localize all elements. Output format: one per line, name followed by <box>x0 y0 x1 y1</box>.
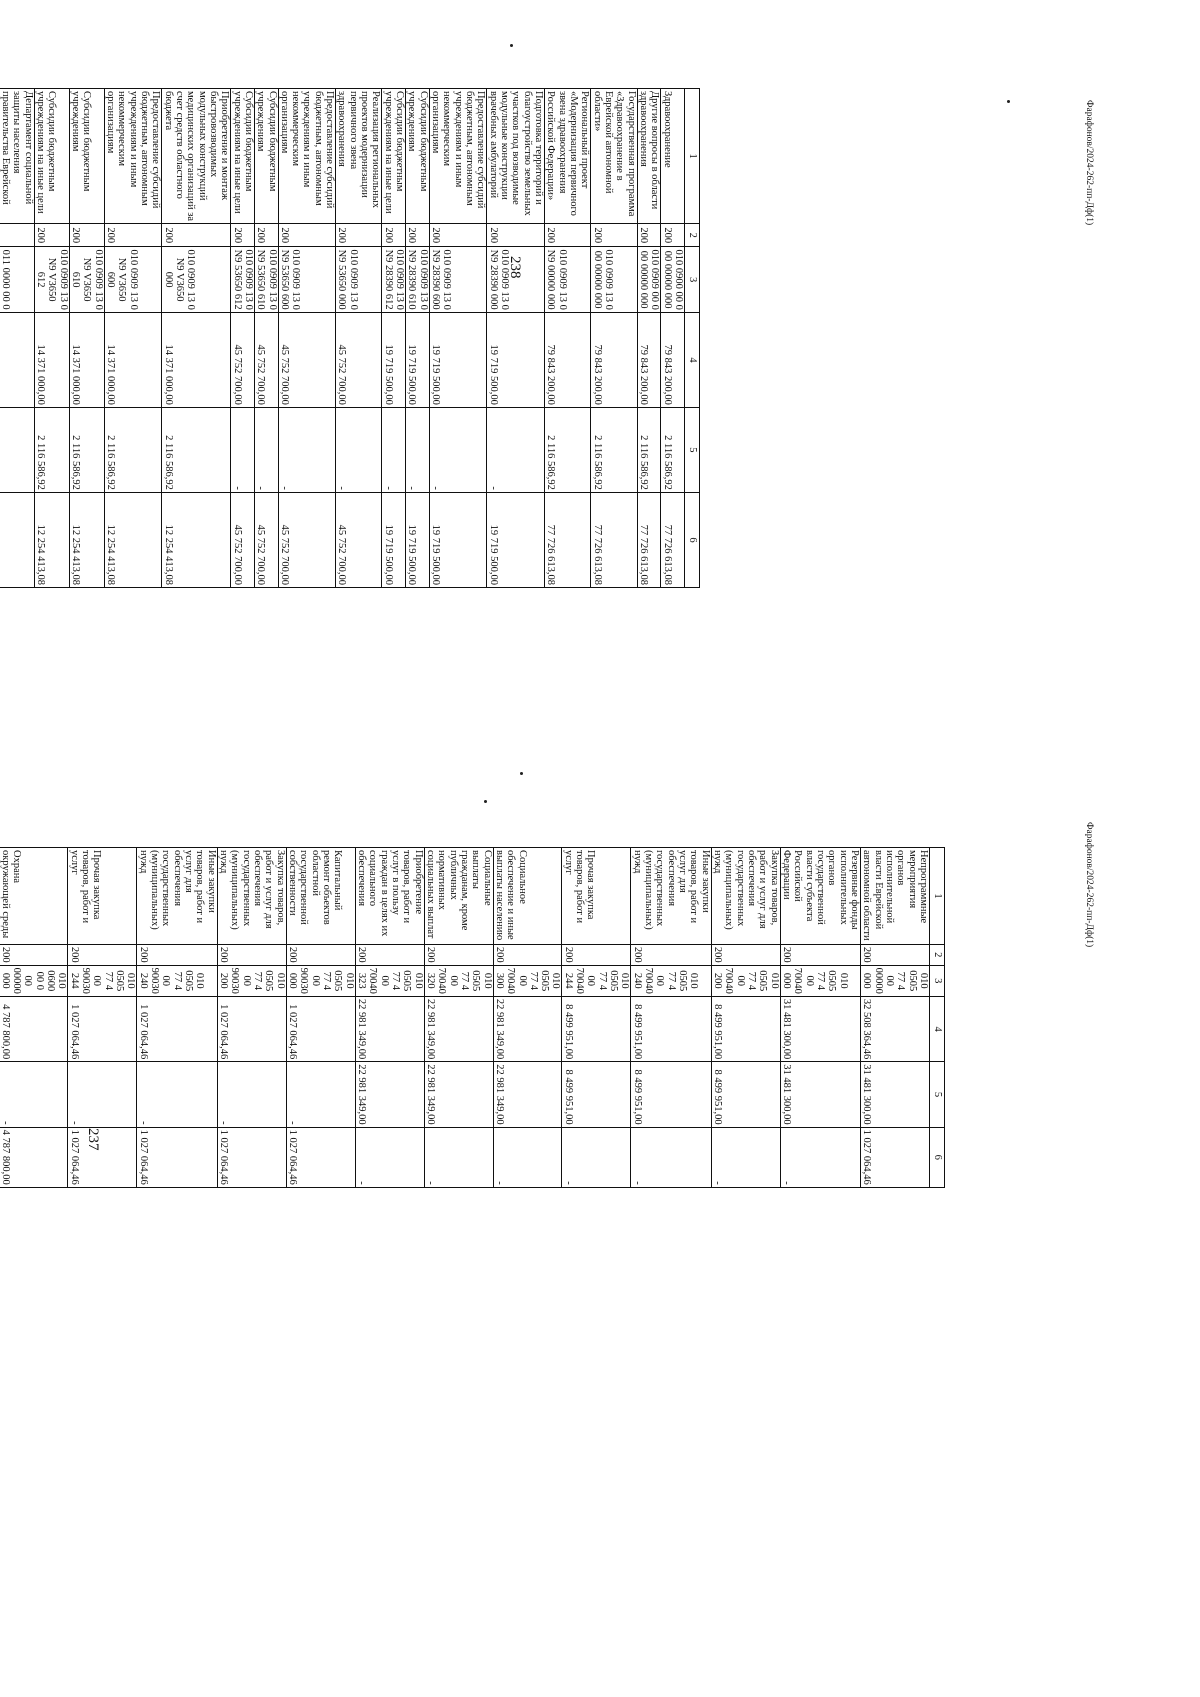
row-amount-col6: 12 254 413,08 <box>34 492 69 587</box>
row-classification-code: 010 0505 77 4 00 90030 244 <box>68 965 137 996</box>
row-amount-col4: 14 371 000,00 <box>69 313 104 408</box>
page-number-left: 237 <box>85 1128 101 1151</box>
row-amount-col6: 77 726 613,08 <box>545 492 591 587</box>
row-code: 200 <box>382 224 406 247</box>
row-name: Иные закупки товаров, работ и услуг для обеспечения государственных (муниципальных) нужд <box>631 848 711 945</box>
table-row <box>711 848 780 1188</box>
table-row <box>637 89 661 588</box>
table-row <box>591 89 637 588</box>
row-amount-col6: 4 787 800,00 <box>0 1127 68 1187</box>
table-row <box>0 848 68 1188</box>
row-code: 200 <box>217 944 286 965</box>
column-header-3: 3 <box>930 965 945 996</box>
row-amount-col4: 22 981 349,00 <box>424 996 493 1061</box>
row-amount-col4: 79 843 200,00 <box>591 313 637 408</box>
row-classification-code: 010 0909 13 0 N9 53650 612 <box>231 247 255 313</box>
row-amount-col6: 1 027 064,46 <box>217 1127 286 1187</box>
row-amount-col6: 1 027 064,46 <box>68 1127 137 1187</box>
row-amount-col5: 2 116 586,92 <box>637 407 661 492</box>
row-code: 200 <box>355 944 424 965</box>
footer-right: Фарафонов/2024-262-пп-Дф(1) <box>1084 100 1094 226</box>
row-amount-col5: 31 481 300,00 <box>780 1062 860 1127</box>
row-amount-col5: - <box>336 407 382 492</box>
row-classification-code: 010 0505 77 4 00 70040 244 <box>562 965 631 996</box>
row-classification-code: 010 0505 77 4 00 70040 320 <box>424 965 493 996</box>
row-amount-col4: 1 027 064,46 <box>137 996 217 1061</box>
row-classification-code: 010 0505 77 4 00 70040 323 <box>355 965 424 996</box>
row-amount-col4: 14 371 000,00 <box>104 313 162 408</box>
row-code: 200 <box>231 224 255 247</box>
row-amount-col6: 12 254 413,08 <box>104 492 162 587</box>
column-header-1: 1 <box>685 89 700 224</box>
row-name: Субсидии бюджетным учреждениям на иные цели <box>382 89 406 224</box>
row-amount-col4: 4 787 800,00 <box>0 996 68 1061</box>
row-amount-col6: 19 719 500,00 <box>406 492 430 587</box>
table-body-left <box>0 848 945 1188</box>
row-classification-code: 010 0909 00 0 00 00000 000 <box>637 247 661 313</box>
table-row <box>0 89 34 588</box>
row-name: Социальное обеспечение и иные выплаты населению <box>493 848 562 945</box>
table-row <box>493 848 562 1188</box>
row-amount-col4: 45 752 700,00 <box>254 313 278 408</box>
row-amount-col4 <box>0 313 34 408</box>
row-classification-code: 010 0909 13 0 N9 00000 000 <box>545 247 591 313</box>
row-amount-col4: 79 843 200,00 <box>545 313 591 408</box>
row-amount-col4: 8 499 951,00 <box>631 996 711 1061</box>
row-classification-code: 010 0909 13 0 N9 28390 600 <box>429 247 487 313</box>
row-amount-col4: 19 719 500,00 <box>429 313 487 408</box>
row-name: Предоставление субсидий бюджетным, автономным учреждениям и иным некоммерческим организациям <box>104 89 162 224</box>
row-code: 200 <box>562 944 631 965</box>
row-classification-code: 010 0909 13 0 N9 28390 610 <box>406 247 430 313</box>
row-amount-col6: 19 719 500,00 <box>429 492 487 587</box>
row-code: 200 <box>424 944 493 965</box>
row-amount-col4: 79 843 200,00 <box>637 313 661 408</box>
row-amount-col6: 45 752 700,00 <box>278 492 336 587</box>
row-name: Приобретение товаров, работ и услуг в пользу граждан в целях их социального обеспечения <box>355 848 424 945</box>
table-row <box>162 89 231 588</box>
table-row <box>254 89 278 588</box>
row-code: 200 <box>406 224 430 247</box>
row-amount-col4: 8 499 951,00 <box>562 996 631 1061</box>
row-name: Закупка товаров, работ и услуг для обеспечения государственных (муниципальных) нужд <box>711 848 780 945</box>
scan-speck <box>520 772 523 775</box>
table-row <box>137 848 217 1188</box>
column-header-5: 5 <box>930 1062 945 1127</box>
table-row <box>68 848 137 1188</box>
row-classification-code: 010 0909 13 0 N9 53650 600 <box>278 247 336 313</box>
row-name: Департамент социальной защиты населения правительства Еврейской <box>0 89 34 224</box>
row-code <box>0 224 34 247</box>
page-number-right: 238 <box>507 256 523 279</box>
row-code: 200 <box>0 944 68 965</box>
row-classification-code: 010 0505 77 4 00 00000 000 <box>861 965 930 996</box>
row-classification-code: 010 0909 13 0 N9 28390 612 <box>382 247 406 313</box>
column-header-4: 4 <box>685 313 700 408</box>
row-amount-col4: 14 371 000,00 <box>162 313 231 408</box>
row-code: 200 <box>429 224 487 247</box>
row-amount-col6: 77 726 613,08 <box>661 492 685 587</box>
row-name: Субсидии бюджетным учреждениям <box>254 89 278 224</box>
row-classification-code: 010 0600 00 0 00 00000 000 <box>0 965 68 996</box>
row-amount-col4: 14 371 000,00 <box>34 313 69 408</box>
row-code: 200 <box>34 224 69 247</box>
row-amount-col5: 31 481 300,00 <box>861 1062 930 1127</box>
table-row <box>780 848 860 1188</box>
row-name: Субсидии бюджетным учреждениям на иные цели <box>34 89 69 224</box>
row-code: 200 <box>69 224 104 247</box>
row-name: Приобретение и монтаж быстровозводимых модульных конструкций медицинских организаций за счет средств областного бюджета <box>162 89 231 224</box>
row-code: 200 <box>286 944 355 965</box>
row-amount-col6: - <box>493 1127 562 1187</box>
row-code: 200 <box>336 224 382 247</box>
row-amount-col4: 19 719 500,00 <box>382 313 406 408</box>
column-header-5: 5 <box>685 407 700 492</box>
table-row <box>861 848 930 1188</box>
column-header-6: 6 <box>685 492 700 587</box>
row-name: Предоставление субсидий бюджетным, автономным учреждениям и иным некоммерческим организациям <box>429 89 487 224</box>
row-code: 200 <box>162 224 231 247</box>
row-amount-col4: 1 027 064,46 <box>217 996 286 1061</box>
row-name: Здравоохранение <box>661 89 685 224</box>
row-amount-col5: - <box>217 1062 286 1127</box>
row-classification-code: 010 0909 13 0 N9 V3650 610 <box>69 247 104 313</box>
table-row <box>406 89 430 588</box>
table-header-row <box>930 848 945 1188</box>
row-classification-code: 010 0909 13 0 N9 V3650 600 <box>104 247 162 313</box>
row-amount-col5: 2 116 586,92 <box>591 407 637 492</box>
table-row <box>487 89 545 588</box>
table-header-row <box>685 89 700 588</box>
row-name: Прочая закупка товаров, работ и услуг <box>68 848 137 945</box>
table-row <box>661 89 685 588</box>
table-body-right <box>0 89 700 588</box>
row-amount-col6: 12 254 413,08 <box>69 492 104 587</box>
row-amount-col5: 2 116 586,92 <box>162 407 231 492</box>
row-amount-col4: 32 508 364,46 <box>861 996 930 1061</box>
row-amount-col4: 8 499 951,00 <box>711 996 780 1061</box>
row-classification-code: 011 0000 00 0 <box>0 247 34 313</box>
row-amount-col5: 2 116 586,92 <box>545 407 591 492</box>
row-amount-col6 <box>0 492 34 587</box>
row-classification-code: 010 0505 77 4 00 70040 300 <box>493 965 562 996</box>
row-classification-code: 010 0909 13 0 N9 V3650 612 <box>34 247 69 313</box>
table-row <box>336 89 382 588</box>
row-code: 200 <box>68 944 137 965</box>
row-amount-col6: 1 027 064,46 <box>286 1127 355 1187</box>
row-amount-col4: 45 752 700,00 <box>278 313 336 408</box>
row-amount-col6: 45 752 700,00 <box>254 492 278 587</box>
row-name: Предоставление субсидий бюджетным, автономным учреждениям и иным некоммерческим организациям <box>278 89 336 224</box>
row-name: Государственная программа «Здравоохранение в Еврейской автономной области» <box>591 89 637 224</box>
row-amount-col5: - <box>231 407 255 492</box>
row-amount-col5: - <box>254 407 278 492</box>
row-code: 200 <box>278 224 336 247</box>
row-amount-col6: - <box>424 1127 493 1187</box>
row-name: Подготовка территорий и благоустройство земельных участков под возводимые модульные конструкции врачебных амбулаторий <box>487 89 545 224</box>
row-name: Иные закупки товаров, работ и услуг для обеспечения государственных (муниципальных) нужд <box>137 848 217 945</box>
row-code: 200 <box>254 224 278 247</box>
row-amount-col4: 1 027 064,46 <box>68 996 137 1061</box>
row-name: Субсидии бюджетным учреждениям <box>69 89 104 224</box>
row-amount-col4: 1 027 064,46 <box>286 996 355 1061</box>
row-amount-col5: - <box>0 1062 68 1127</box>
row-amount-col6: 1 027 064,46 <box>861 1127 930 1187</box>
row-classification-code: 010 0909 13 0 N9 V3650 000 <box>162 247 231 313</box>
row-code: 200 <box>780 944 860 965</box>
row-amount-col6: - <box>780 1127 860 1187</box>
row-amount-col6: - <box>711 1127 780 1187</box>
scan-speck <box>1007 100 1010 103</box>
row-code: 200 <box>637 224 661 247</box>
row-code: 200 <box>591 224 637 247</box>
row-amount-col4: 79 843 200,00 <box>661 313 685 408</box>
row-classification-code: 010 0909 13 0 N9 28390 000 <box>487 247 545 313</box>
table-row <box>631 848 711 1188</box>
row-code: 200 <box>711 944 780 965</box>
table-row <box>424 848 493 1188</box>
scan-speck <box>510 44 513 47</box>
row-name: Субсидии бюджетным учреждениям <box>406 89 430 224</box>
row-classification-code: 010 0505 77 4 00 90030 200 <box>217 965 286 996</box>
row-name: Другие вопросы в области здравоохранения <box>637 89 661 224</box>
row-amount-col4: 19 719 500,00 <box>406 313 430 408</box>
row-amount-col5: 22 981 349,00 <box>424 1062 493 1127</box>
row-amount-col5: 2 116 586,92 <box>69 407 104 492</box>
row-amount-col5: 22 981 349,00 <box>355 1062 424 1127</box>
row-amount-col4: 19 719 500,00 <box>487 313 545 408</box>
row-classification-code: 010 0909 13 0 N9 53650 610 <box>254 247 278 313</box>
row-name: Непрограммные мероприятия органов исполнительной власти Еврейской автономной области <box>861 848 930 945</box>
table-row <box>34 89 69 588</box>
row-name: Реализация региональных проектов модернизации первичного звена здравоохранения <box>336 89 382 224</box>
row-classification-code: 010 0909 13 0 00 00000 000 <box>591 247 637 313</box>
row-amount-col4: 31 481 300,00 <box>780 996 860 1061</box>
row-amount-col5: - <box>286 1062 355 1127</box>
row-amount-col6: 1 027 064,46 <box>137 1127 217 1187</box>
table-row <box>231 89 255 588</box>
row-classification-code: 010 0505 77 4 00 70040 000 <box>780 965 860 996</box>
row-amount-col5: - <box>278 407 336 492</box>
row-amount-col5: 8 499 951,00 <box>711 1062 780 1127</box>
row-amount-col5 <box>0 407 34 492</box>
column-header-4: 4 <box>930 996 945 1061</box>
row-code: 200 <box>861 944 930 965</box>
row-amount-col6: 45 752 700,00 <box>336 492 382 587</box>
row-classification-code: 010 0505 77 4 00 70040 240 <box>631 965 711 996</box>
row-code: 200 <box>487 224 545 247</box>
row-amount-col5: - <box>382 407 406 492</box>
row-amount-col5: - <box>68 1062 137 1127</box>
row-amount-col6: 19 719 500,00 <box>487 492 545 587</box>
table-row <box>278 89 336 588</box>
row-amount-col5: 2 116 586,92 <box>104 407 162 492</box>
row-name: Региональный проект «Модернизация первичного звена здравоохранения Российской Федерации» <box>545 89 591 224</box>
row-amount-col5: 2 116 586,92 <box>661 407 685 492</box>
column-header-2: 2 <box>685 224 700 247</box>
table-row <box>429 89 487 588</box>
row-amount-col5: - <box>137 1062 217 1127</box>
table-row <box>382 89 406 588</box>
row-amount-col6: 45 752 700,00 <box>231 492 255 587</box>
row-amount-col5: - <box>487 407 545 492</box>
column-header-3: 3 <box>685 247 700 313</box>
row-name: Субсидии бюджетным учреждениям на иные цели <box>231 89 255 224</box>
table-row <box>562 848 631 1188</box>
row-amount-col4: 22 981 349,00 <box>493 996 562 1061</box>
row-amount-col5: - <box>429 407 487 492</box>
row-classification-code: 010 0505 77 4 00 70040 200 <box>711 965 780 996</box>
budget-table-right <box>0 88 700 588</box>
row-name: Закупка товаров, работ и услуг для обеспечения государственных (муниципальных) нужд <box>217 848 286 945</box>
row-code: 200 <box>137 944 217 965</box>
row-name: Социальные выплаты гражданам, кроме публичных нормативных социальных выплат <box>424 848 493 945</box>
row-amount-col5: 2 116 586,92 <box>34 407 69 492</box>
table-row <box>286 848 355 1188</box>
row-code: 200 <box>631 944 711 965</box>
row-code: 200 <box>661 224 685 247</box>
table-row <box>69 89 104 588</box>
row-amount-col6: - <box>631 1127 711 1187</box>
row-amount-col4: 45 752 700,00 <box>231 313 255 408</box>
row-amount-col6: 77 726 613,08 <box>637 492 661 587</box>
row-amount-col6: 19 719 500,00 <box>382 492 406 587</box>
budget-table-left <box>0 847 945 1188</box>
table-row <box>217 848 286 1188</box>
row-amount-col6: 77 726 613,08 <box>591 492 637 587</box>
table-row <box>545 89 591 588</box>
row-amount-col5: 8 499 951,00 <box>631 1062 711 1127</box>
row-amount-col5: - <box>406 407 430 492</box>
table-row <box>355 848 424 1188</box>
row-classification-code: 010 0505 77 4 00 90030 000 <box>286 965 355 996</box>
row-amount-col4: 22 981 349,00 <box>355 996 424 1061</box>
scan-speck <box>484 800 487 803</box>
row-name: Прочая закупка товаров, работ и услуг <box>562 848 631 945</box>
row-code: 200 <box>493 944 562 965</box>
row-amount-col6: 12 254 413,08 <box>162 492 231 587</box>
row-amount-col4: 45 752 700,00 <box>336 313 382 408</box>
row-classification-code: 010 0900 00 0 00 00000 000 <box>661 247 685 313</box>
column-header-1: 1 <box>930 848 945 945</box>
row-classification-code: 010 0909 13 0 N9 53650 000 <box>336 247 382 313</box>
row-code: 200 <box>104 224 162 247</box>
row-name: Резервные фонды исполнительных органов государственной власти субъекта Российской Федерации <box>780 848 860 945</box>
column-header-2: 2 <box>930 944 945 965</box>
row-amount-col6: - <box>562 1127 631 1187</box>
row-amount-col5: 8 499 951,00 <box>562 1062 631 1127</box>
column-header-6: 6 <box>930 1127 945 1187</box>
table-row <box>104 89 162 588</box>
row-amount-col5: 22 981 349,00 <box>493 1062 562 1127</box>
row-amount-col6: - <box>355 1127 424 1187</box>
row-name: Охрана окружающей среды <box>0 848 68 945</box>
row-name: Капитальный ремонт объектов областной государственной собственности <box>286 848 355 945</box>
footer-left: Фарафонов/2024-262-пп-Дф(1) <box>1084 822 1094 948</box>
row-code: 200 <box>545 224 591 247</box>
row-classification-code: 010 0505 77 4 00 90030 240 <box>137 965 217 996</box>
